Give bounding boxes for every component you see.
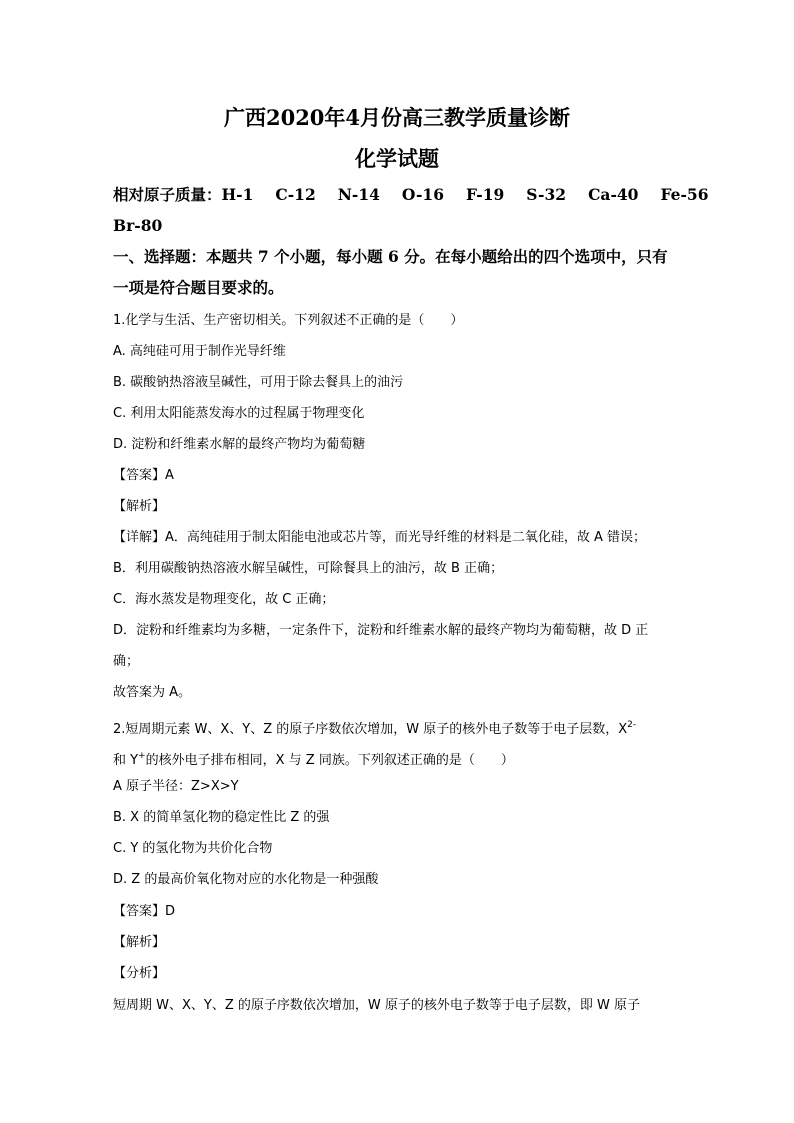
superscript: + <box>138 751 146 761</box>
question-1-analysis-label: 【解析】 <box>113 499 166 514</box>
question-1-detail-line: D．淀粉和纤维素均为多糖，一定条件下，淀粉和纤维素水解的最终产物均为葡萄糖，故 D 正 <box>113 623 649 638</box>
question-2-answer: 【答案】D <box>113 904 176 919</box>
question-2-stem-line1 <box>113 715 636 740</box>
atomic-mass-item: F-19 <box>465 185 505 204</box>
atomic-mass-item: O-16 <box>401 185 444 204</box>
atomic-masses-line <box>113 185 708 205</box>
atomic-mass-item: H-1 <box>221 185 254 204</box>
question-2-option-a: A 原子半径：Z>X>Y <box>113 779 239 794</box>
question-1-answer: 【答案】A <box>113 468 174 483</box>
atomic-mass-item: S-32 <box>526 185 567 204</box>
atomic-mass-item-last: Br-80 <box>113 216 163 235</box>
question-2-stem-line2 <box>113 746 514 771</box>
question-1-stem: 1.化学与生活、生产密切相关。下列叙述不正确的是（ ） <box>113 313 464 328</box>
atomic-mass-item: C-12 <box>275 185 316 204</box>
atomic-masses-label: 相对原子质量： <box>113 185 222 204</box>
question-1-option-d: D. 淀粉和纤维素水解的最终产物均为葡萄糖 <box>113 437 366 452</box>
question-2-analysis-label: 【解析】 <box>113 935 166 950</box>
question-2-option-d: D. Z 的最高价氧化物对应的水化物是一种强酸 <box>113 872 379 887</box>
question-2-fenxi-label: 【分析】 <box>113 966 166 981</box>
question-1-detail-line: 故答案为 A。 <box>113 685 192 700</box>
question-1-detail-line: 确； <box>113 654 140 669</box>
question-1-option-a: A. 高纯硅可用于制作光导纤维 <box>113 344 286 359</box>
question-1-option-b: B. 碳酸钠热溶液呈碱性，可用于除去餐具上的油污 <box>113 375 404 390</box>
page-title: 广西2020年4月份高三教学质量诊断 <box>223 105 571 130</box>
atomic-mass-item: Fe-56 <box>660 185 709 204</box>
question-2-option-c: C. Y 的氢化物为共价化合物 <box>113 841 273 856</box>
question-1-option-c: C. 利用太阳能蒸发海水的过程属于物理变化 <box>113 406 365 421</box>
question-2-option-b: B. X 的简单氢化物的稳定性比 Z 的强 <box>113 810 330 825</box>
question-2-analysis-line: 短周期 W、X、Y、Z 的原子序数依次增加，W 原子的核外电子数等于电子层数，即 W 原子 <box>113 998 640 1013</box>
question-1-detail-line: 【详解】A．高纯硅用于制太阳能电池或芯片等，而光导纤维的材料是二氧化硅，故 A 错误； <box>113 530 647 545</box>
question-2-stem-text: 和 Y <box>113 753 139 768</box>
question-2-stem-text: 2.短周期元素 W、X、Y、Z 的原子序数依次增加，W 原子的核外电子数等于电子层数，X <box>113 722 628 737</box>
atomic-mass-item: Ca-40 <box>588 185 639 204</box>
question-1-detail-line: C．海水蒸发是物理变化，故 C 正确； <box>113 592 335 607</box>
section-heading-line2: 一项是符合题目要求的。 <box>113 278 284 297</box>
superscript: 2- <box>627 720 637 730</box>
page-subtitle: 化学试题 <box>355 146 439 171</box>
atomic-mass-item: N-14 <box>337 185 380 204</box>
question-2-stem-text: 的核外电子排布相同，X 与 Z 同族。下列叙述正确的是（ ） <box>145 753 514 768</box>
question-1-detail-line: B．利用碳酸钠热溶液水解呈碱性，可除餐具上的油污，故 B 正确； <box>113 561 504 576</box>
section-heading-line1: 一、选择题：本题共 7 个小题，每小题 6 分。在每小题给出的四个选项中，只有 <box>113 247 668 266</box>
